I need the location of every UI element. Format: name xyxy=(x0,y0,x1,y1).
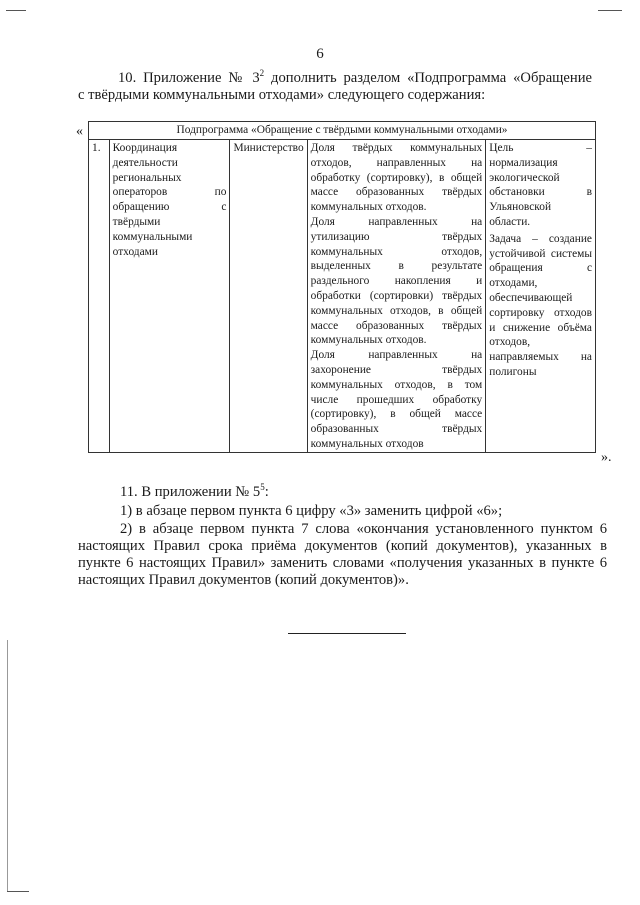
section-11-item-1: 1) в абзаце первом пункта 6 цифру «3» заменить цифрой «6»; xyxy=(120,503,503,519)
section-10-text-a: 10. Приложение № 3 xyxy=(118,70,260,86)
table-open-quote: « xyxy=(76,124,83,139)
section-11-item-2-text: 2) в абзаце первом пункта 7 слова «окончания установленного пунктом 6 настоящих Правил срока приёма документов (копий документов), указанных в пункте 6 настоящих Правил» заменить словами «получения указанных в пункте 6 настоящих Правил документов (копий документов)». xyxy=(78,521,607,588)
section-10-text-b: дополнить разделом «Подпрограмма «Обращение xyxy=(264,70,592,86)
scan-edge-mark-left xyxy=(7,640,8,892)
scan-corner-mark-top-right xyxy=(598,10,622,11)
scan-corner-mark-bottom-left xyxy=(7,891,29,892)
end-of-text-line xyxy=(288,633,406,634)
section-11-title xyxy=(120,484,600,501)
table-header: Подпрограмма «Обращение с твёрдыми коммунальными отходами» xyxy=(89,122,596,140)
indicator-item: Доля направленных на захоронение твёрдых коммунальных отходов, в том числе прошедших обработку (сортировку), в общей массе образованных твёрдых коммунальных отходов xyxy=(310,349,483,450)
section-11-title-text: 11. В приложении № 5 xyxy=(120,484,261,500)
row-activity-name: Координация деятельности региональных операторов по обращению с твёрдыми коммунальными отходами xyxy=(109,140,230,453)
indicator-item: Доля направленных на утилизацию твёрдых коммунальных отходов, выделенных в результате раздельного накопления и обработки (сортировки) твёрдых коммунальных отходов, в общей массе образованных твёрдых коммунальных отходов. xyxy=(310,215,483,347)
indicator-item: Доля твёрдых коммунальных отходов, направленных на обработку (сортировку), в общей массе образованных твёрдых коммунальных отходов. xyxy=(310,142,483,214)
row-goals xyxy=(486,140,596,453)
scan-corner-mark-top-left xyxy=(6,10,26,11)
section-10-paragraph xyxy=(78,70,592,104)
row-number: 1. xyxy=(89,140,110,453)
row-ministry: Министерство xyxy=(230,140,307,453)
goal-item: Цель – нормализация экологической обстановки в Ульяновской области. xyxy=(489,142,592,228)
section-11-item-2 xyxy=(78,521,607,589)
task-item: Задача – создание устойчивой системы обращения с отходами, обеспечивающей сортировку отходов и снижение объёма отходов, направляемых на полигоны xyxy=(489,232,592,378)
row-indicators xyxy=(307,140,486,453)
section-10-superscript: 2 xyxy=(259,68,265,78)
page-number: 6 xyxy=(316,46,324,62)
table-row xyxy=(89,140,596,453)
table-close-quote: ». xyxy=(601,450,612,465)
section-11-superscript: 5 xyxy=(260,482,265,492)
subprogram-table xyxy=(88,121,596,453)
section-10-text-line2: с твёрдыми коммунальными отходами» следующего содержания: xyxy=(78,87,486,103)
section-11-title-colon: : xyxy=(264,484,269,500)
